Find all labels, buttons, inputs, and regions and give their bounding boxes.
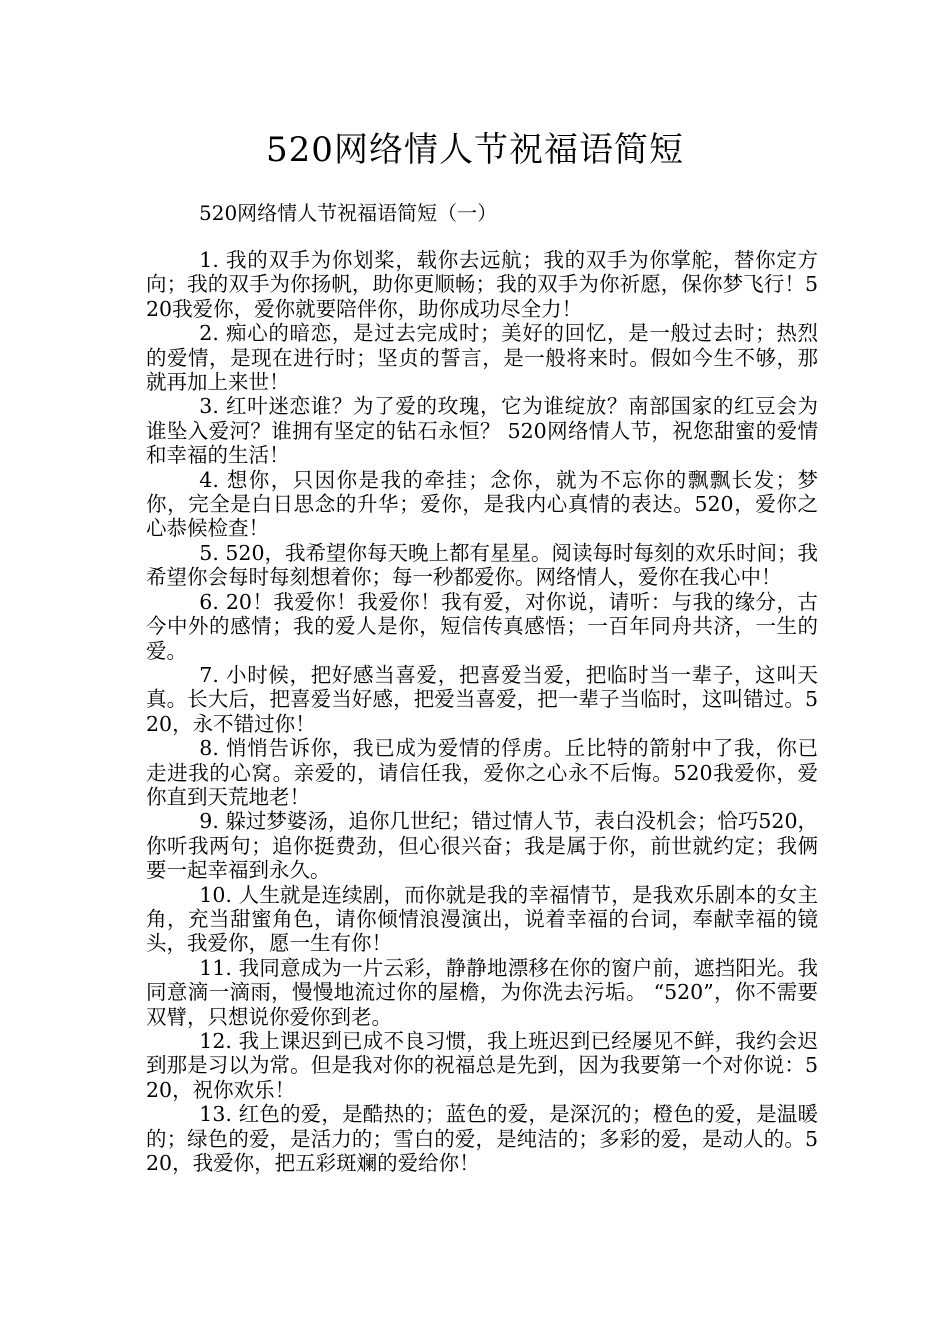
document-body <box>146 248 818 1175</box>
paragraph-9: 9. 躲过梦婆汤，追你几世纪；错过情人节，表白没机会；恰巧520，你听我两句；追你挺费劲，但心很兴奋；我是属于你，前世就约定；我俩要一起幸福到永久。 <box>146 809 818 883</box>
paragraph-4: 4. 想你，只因你是我的牵挂；念你，就为不忘你的飘飘长发；梦你，完全是白日思念的升华；爱你，是我内心真情的表达。520，爱你之心恭候检查！ <box>146 467 818 541</box>
paragraph-13: 13. 红色的爱，是酷热的；蓝色的爱，是深沉的；橙色的爱，是温暖的；绿色的爱，是活力的；雪白的爱，是纯洁的；多彩的爱，是动人的。520，我爱你，把五彩斑斓的爱给你！ <box>146 1102 818 1176</box>
paragraph-8: 8. 悄悄告诉你，我已成为爱情的俘虏。丘比特的箭射中了我，你已走进我的心窝。亲爱的，请信任我，爱你之心永不后悔。520我爱你，爱你直到天荒地老！ <box>146 736 818 809</box>
paragraph-2: 2. 痴心的暗恋，是过去完成时；美好的回忆，是一般过去时；热烈的爱情，是现在进行时；坚贞的誓言，是一般将来时。假如今生不够，那就再加上来世！ <box>146 321 818 395</box>
paragraph-10: 10. 人生就是连续剧，而你就是我的幸福情节，是我欢乐剧本的女主角，充当甜蜜角色，请你倾情浪漫演出，说着幸福的台词，奉献幸福的镜头，我爱你，愿一生有你！ <box>146 882 818 956</box>
paragraph-12: 12. 我上课迟到已成不良习惯，我上班迟到已经屡见不鲜，我约会迟到那是习以为常。但是我对你的祝福总是先到，因为我要第一个对你说：520，祝你欢乐！ <box>146 1029 818 1102</box>
paragraph-7: 7. 小时候，把好感当喜爱，把喜爱当爱，把临时当一辈子，这叫天真。长大后，把喜爱当好感，把爱当喜爱，把一辈子当临时，这叫错过。520，永不错过你！ <box>146 662 818 736</box>
paragraph-3: 3. 红叶迷恋谁？为了爱的玫瑰，它为谁绽放？南部国家的红豆会为谁坠入爱河？谁拥有坚定的钻石永恒？ 520网络情人节，祝您甜蜜的爱情和幸福的生活！ <box>146 394 818 468</box>
paragraph-11: 11. 我同意成为一片云彩，静静地漂移在你的窗户前，遮挡阳光。我同意滴一滴雨，慢慢地流过你的屋檐，为你洗去污垢。 “520”，你不需要双臂，只想说你爱你到老。 <box>146 955 818 1029</box>
document-title: 520网络情人节祝福语简短 <box>266 130 684 170</box>
paragraph-5: 5. 520，我希望你每天晚上都有星星。阅读每时每刻的欢乐时间；我希望你会每时每刻想着你；每一秒都爱你。网络情人，爱你在我心中！ <box>146 540 818 590</box>
paragraph-6: 6. 20！我爱你！我爱你！我有爱，对你说，请听：与我的缘分，古今中外的感情；我的爱人是你，短信传真感悟；一百年同舟共济，一生的爱。 <box>146 589 818 663</box>
section-heading: 520网络情人节祝福语简短（一） <box>199 201 498 225</box>
paragraph-1: 1. 我的双手为你划桨，载你去远航；我的双手为你掌舵，替你定方向；我的双手为你扬帆，助你更顺畅；我的双手为你祈愿，保你梦飞行！520我爱你，爱你就要陪伴你，助你成功尽全力！ <box>146 248 818 321</box>
